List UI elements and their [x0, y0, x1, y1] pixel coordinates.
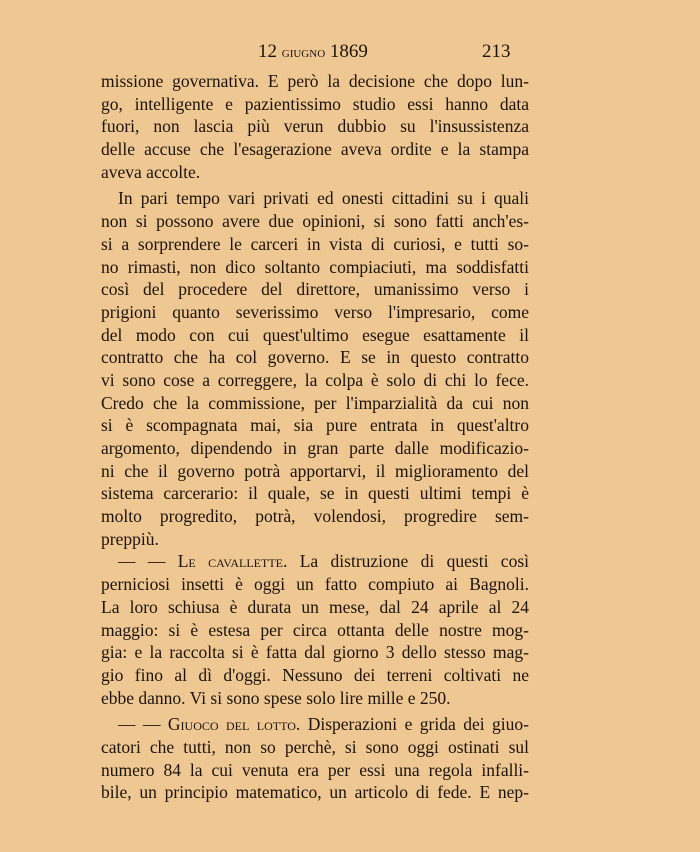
em-dash: — — [118, 551, 166, 572]
text-run: Disperazioni e grida dei giuo- [307, 714, 529, 735]
text-line: Credo che la commissione, per l'imparzialità da cui non [101, 392, 529, 413]
text-line: molto progredito, potrà, volendosi, progredire sem- [101, 506, 529, 527]
text-line: no rimasti, non dico soltanto compiaciuti, ma soddisfatti [101, 256, 529, 277]
text-line: missione governativa. E però la decisione che dopo lun- [101, 71, 529, 91]
text-line: maggio: si è estesa per circa ottanta delle nostre mog- [101, 619, 529, 640]
text-line: go, intelligente e pazientissimo studio essi hanno data [101, 93, 529, 114]
header-month: giugno [281, 44, 326, 61]
header-date: 12 giugno 1869 [258, 41, 368, 62]
text-line: del modo con cui quest'ultimo esegue esattamente il [101, 324, 529, 345]
paragraph-cavallette [101, 550, 529, 709]
text-line: delle accuse che l'esagerazione aveva ordite e la stampa [101, 139, 529, 160]
text-line: si a sorprendere le carceri in vista di curiosi, e tutti so- [101, 233, 529, 254]
text-line: bile, un principio matematico, un articolo di fede. E nep- [101, 782, 529, 803]
text-line: argomento, dipendendo in gran parte dalle modificazio- [101, 438, 529, 458]
text-line: aveva accolte. [101, 161, 201, 182]
text-line [101, 713, 529, 736]
text-line: contratto che ha col governo. E se in questo contratto [101, 347, 529, 368]
section-heading: Giuoco del lotto. [167, 714, 301, 735]
text-line: perniciosi insetti è oggi un fatto compiuto ai Bagnoli. [101, 574, 529, 595]
text-run: La distruzione di questi così [299, 551, 529, 572]
text-line: gio fino al dì d'oggi. Nessuno dei terreni coltivati ne [101, 664, 529, 685]
section-heading: Le cavallette. [177, 551, 288, 572]
text-line: sistema carcerario: il quale, se in questi ultimi tempi è [101, 483, 529, 504]
text-line: gia: e la raccolta si è fatta dal giorno 3 dello stesso mag- [101, 642, 529, 663]
text-line: In pari tempo vari privati ed onesti cittadini su i quali [118, 188, 529, 209]
text-line: prigioni quanto severissimo verso l'impresario, come [101, 301, 529, 322]
text-line: vi sono cose a correggere, la colpa è solo di chi lo fece. [101, 369, 529, 390]
paragraph-lotto [101, 713, 529, 804]
text-line [101, 550, 529, 573]
paragraph-1 [101, 70, 529, 183]
text-line: La loro schiusa è durata un mese, dal 24 aprile al 24 [101, 596, 529, 617]
text-line: catori che tutti, non so perchè, si sono oggi ostinati sul [101, 736, 529, 757]
text-line: ni che il governo potrà apportarvi, il miglioramento del [101, 460, 529, 481]
page-number: 213 [482, 41, 511, 62]
text-line: fuori, non lascia più verun dubbio su l'insussistenza [101, 116, 529, 137]
text-line: si è scompagnata mai, sia pure entrata in quest'altro [101, 415, 529, 436]
paragraph-2 [101, 187, 529, 550]
text-line: preppiù. [101, 528, 159, 549]
text-line: ebbe danno. Vi si sono spese solo lire mille e 250. [101, 687, 451, 708]
page-body [101, 70, 529, 804]
text-line: non si possono avere due opinioni, si sono fatti anch'es- [101, 211, 529, 232]
running-header [0, 41, 700, 65]
em-dash: — — [118, 714, 161, 735]
text-line: numero 84 la cui venuta era per essi una regola infalli- [101, 759, 529, 780]
header-year: 1869 [329, 41, 368, 62]
text-line: così del procedere del direttore, umanissimo verso i [101, 279, 529, 300]
